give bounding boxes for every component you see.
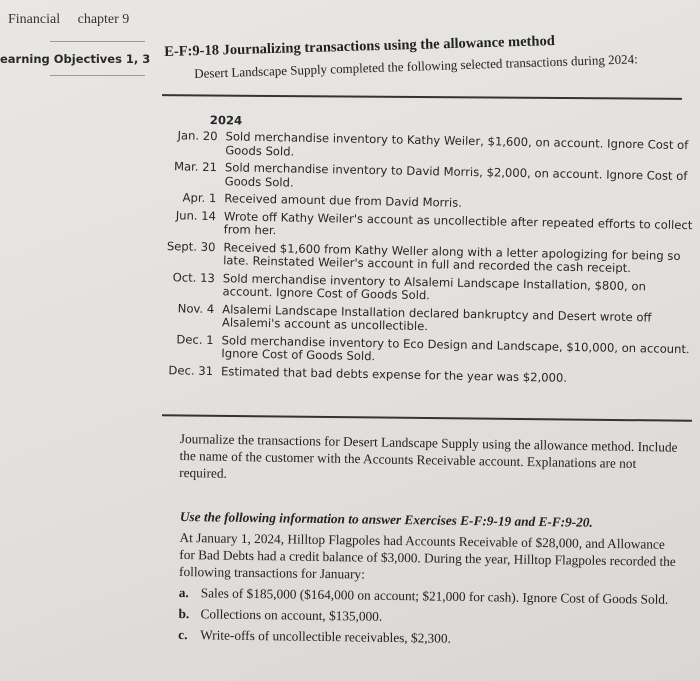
item-text: Write-offs of uncollectible receivables, $2,300. [200, 627, 451, 646]
exercise-question: Journalize the transactions for Desert Landscape Supply using the allowance method. Include the name of the customer with the Accounts Receivable account. Explanations are not required. [179, 430, 678, 481]
list-item [178, 605, 678, 629]
divider [50, 41, 145, 42]
running-header [8, 12, 143, 28]
item-text: Sales of $185,000 ($164,000 on account; $21,000 for cash). Ignore Cost of Goods Sold. [200, 585, 669, 607]
list-item [179, 584, 679, 608]
info-heading: Use the following information to answer Exercises E-F:9-19 and E-F:9-20. [179, 508, 593, 530]
transaction-date: Dec. 1 [176, 331, 214, 347]
transaction-text: Sold merchandise inventory to David Morris, $2,000, on account. Ignore Cost of Goods Sold. [224, 160, 688, 190]
transaction-date: Jun. 14 [175, 207, 217, 223]
item-label: c. [178, 626, 188, 643]
transaction-text: Sold merchandise inventory to Alsalemi Landscape Installation, $800, on account. Ignore Cost of Goods Sold. [222, 270, 647, 303]
learning-objectives: earning Objectives 1, 3 [0, 52, 151, 66]
transaction-date: Mar. 21 [173, 159, 218, 175]
book-title: Financial [8, 12, 61, 27]
year-heading: 2024 [209, 112, 243, 128]
item-text: Collections on account, $135,000. [200, 606, 383, 624]
transaction-text: Estimated that bad debts expense for the year was $2,000. [220, 363, 568, 385]
transaction-list [155, 112, 700, 391]
transaction-date: Nov. 4 [177, 300, 215, 316]
transaction-text: Sold merchandise inventory to Kathy Weiler, $1,600, on account. Ignore Cost of Goods Sold. [225, 129, 689, 159]
transaction-date: Dec. 31 [168, 362, 214, 378]
item-label: a. [178, 584, 189, 601]
transaction-date: Oct. 13 [172, 269, 215, 285]
transaction-date: Sept. 30 [166, 238, 216, 254]
transaction-text: Alsalemi Landscape Installation declared bankruptcy and Desert wrote off Alsalemi's account as uncollectible. [221, 301, 652, 334]
table-bottom-rule [162, 414, 692, 421]
transaction-date: Jan. 20 [177, 128, 218, 144]
transaction-text: Received amount due from David Morris. [224, 191, 463, 210]
transaction-text: Wrote off Kathy Weiler's account as uncollectible after repeated efforts to collect from her. [223, 208, 693, 238]
chapter-label: chapter 9 [77, 12, 130, 27]
transaction-date: Apr. 1 [182, 190, 217, 206]
item-label: b. [178, 605, 190, 622]
divider [50, 75, 145, 76]
exercise-intro: Desert Landscape Supply completed the following selected transactions during 2024: [194, 51, 638, 81]
list-item [178, 626, 678, 650]
exercise-title: E-F:9-18 Journalizing transactions using the allowance method [164, 33, 555, 60]
transaction-text: Sold merchandise inventory to Eco Design and Landscape, $10,000, on account. Ignore Cost of Goods Sold. [221, 332, 690, 364]
next-exercise-info [178, 508, 680, 650]
table-top-rule [162, 94, 682, 99]
info-body: At January 1, 2024, Hilltop Flagpoles had Accounts Receivable of $28,000, and Allowance for Bad Debts had a credit balance of $3,000. During the year, Hilltop Flagpoles recorded the following transactions for January: [179, 529, 676, 582]
transaction-text: Received $1,600 from Kathy Weller along with a letter apologizing for being so late. Reinstated Weiler's account in full and recorded the cash receipt. [223, 239, 681, 276]
